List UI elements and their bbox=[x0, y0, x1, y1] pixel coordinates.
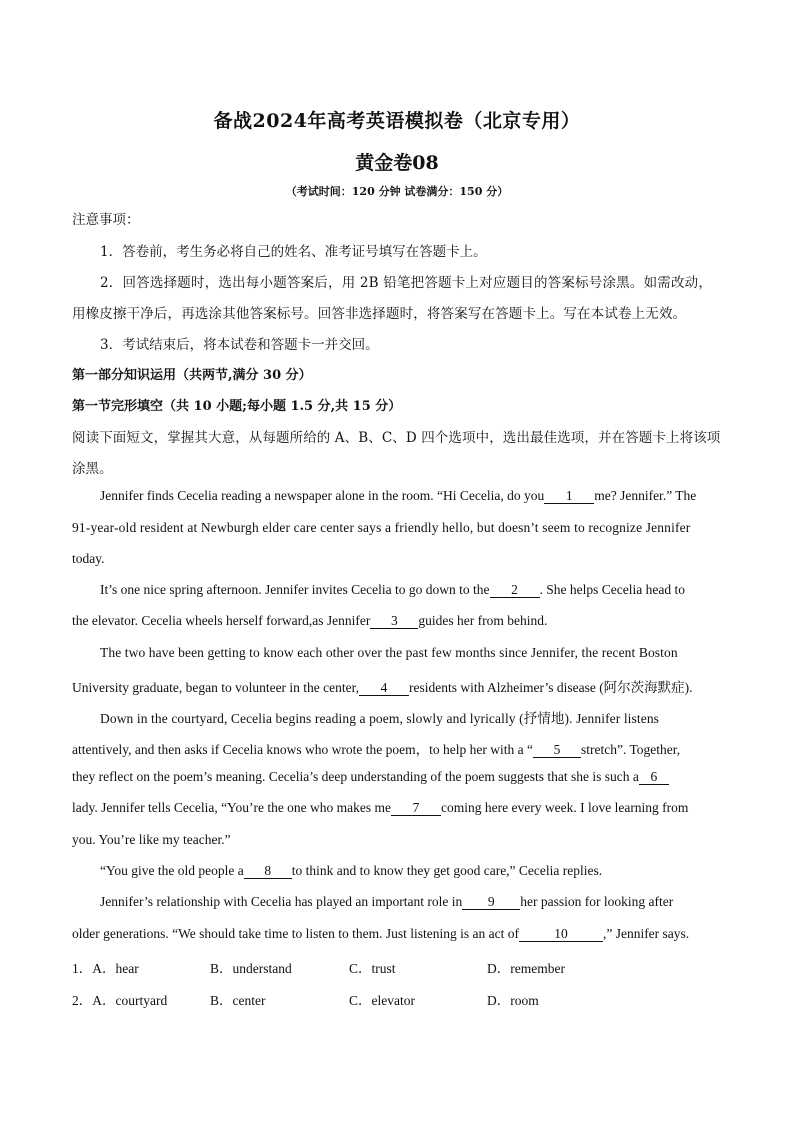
passage-line: today. bbox=[72, 551, 105, 566]
passage-line: attentively, and then asks if Cecelia knows who wrote the poem，to help her with a “ 5 stretch”. Together, bbox=[72, 742, 681, 757]
blank-5: 5 bbox=[533, 743, 581, 758]
question-2-option-a[interactable]: 2．A．courtyard bbox=[72, 993, 168, 1008]
blank-6: 6 bbox=[639, 770, 669, 785]
passage-line: The two have been getting to know each other over the past few months since Jennifer, the recent Boston bbox=[100, 645, 678, 660]
blank-2: 2 bbox=[490, 583, 540, 598]
document-title: 备战2024年高考英语模拟卷（北京专用） bbox=[213, 110, 581, 132]
passage-line: It’s one nice spring afternoon. Jennifer invites Cecelia to go down to the 2 . She helps Cecelia head to bbox=[100, 582, 685, 597]
passage-line: Jennifer’s relationship with Cecelia has played an important role in 9 her passion for looking after bbox=[100, 894, 674, 909]
blank-3: 3 bbox=[370, 614, 418, 629]
question-1-option-b[interactable]: B．understand bbox=[210, 961, 292, 976]
passage-line: older generations. “We should take time to listen to them. Just listening is an act of 10 ,” Jennifer says. bbox=[72, 926, 690, 941]
blank-9: 9 bbox=[462, 895, 520, 910]
passage-line: “You give the old people a 8 to think and to know they get good care,” Cecelia replies. bbox=[100, 863, 603, 878]
blank-8: 8 bbox=[244, 864, 292, 879]
passage-line: 91-year-old resident at Newburgh elder care center says a friendly hello, but doesn’t seem to recognize Jennifer bbox=[72, 520, 691, 535]
question-1-option-a[interactable]: 1．A．hear bbox=[72, 961, 139, 976]
passage-line: the elevator. Cecelia wheels herself forward,as Jennifer 3 guides her from behind. bbox=[72, 613, 548, 628]
notes-heading: 注意事项： bbox=[72, 212, 140, 228]
passage-line: they reflect on the poem’s meaning. Cecelia’s deep understanding of the poem suggests that she is such a 6 bbox=[72, 769, 722, 785]
question-2-option-b[interactable]: B．center bbox=[210, 993, 266, 1008]
blank-7: 7 bbox=[391, 801, 441, 816]
note-2-line-1: 2．回答选择题时，选出每小题答案后，用 2B 铅笔把答题卡上对应题目的答案标号涂黑。如需改动， bbox=[100, 275, 713, 291]
question-2-option-d[interactable]: D．room bbox=[487, 993, 539, 1008]
note-2-line-2: 用橡皮擦干净后，再选涂其他答案标号。回答非选择题时，将答案写在答题卡上。写在本试卷上无效。 bbox=[72, 306, 687, 322]
passage-line: you. You’re like my teacher.” bbox=[72, 832, 231, 847]
note-1: 1．答卷前，考生务必将自己的姓名、准考证号填写在答题卡上。 bbox=[100, 244, 487, 260]
section-heading: 第一节完形填空（共 10 小题;每小题 1.5 分,共 15 分） bbox=[72, 399, 402, 414]
blank-4: 4 bbox=[359, 681, 409, 696]
blank-10: 10 bbox=[519, 927, 603, 942]
question-1-option-d[interactable]: D．remember bbox=[487, 961, 565, 976]
question-2-option-c[interactable]: C．elevator bbox=[349, 993, 415, 1008]
note-3: 3．考试结束后，将本试卷和答题卡一并交回。 bbox=[100, 337, 379, 353]
exam-info: （考试时间：120 分钟 试卷满分：150 分） bbox=[285, 185, 509, 198]
instructions-line-2: 涂黑。 bbox=[72, 461, 113, 477]
passage-line: Down in the courtyard, Cecelia begins reading a poem, slowly and lyrically (抒情地). Jennifer listens bbox=[100, 711, 660, 726]
passage-line: Jennifer finds Cecelia reading a newspaper alone in the room. “Hi Cecelia, do you 1 me? Jennifer.” The bbox=[100, 488, 697, 503]
passage-line: lady. Jennifer tells Cecelia, “You’re the one who makes me 7 coming here every week. I love learning from bbox=[72, 800, 689, 815]
part-heading: 第一部分知识运用（共两节,满分 30 分） bbox=[72, 368, 312, 383]
passage-line: University graduate, began to volunteer in the center, 4 residents with Alzheimer’s disease (阿尔茨海默症). bbox=[72, 680, 693, 695]
blank-1: 1 bbox=[544, 489, 594, 504]
question-1-option-c[interactable]: C．trust bbox=[349, 961, 396, 976]
instructions-line-1: 阅读下面短文，掌握其大意，从每题所给的 A、B、C、D 四个选项中，选出最佳选项，并在答题卡上将该项 bbox=[72, 430, 721, 446]
document-subtitle: 黄金卷08 bbox=[355, 152, 439, 174]
